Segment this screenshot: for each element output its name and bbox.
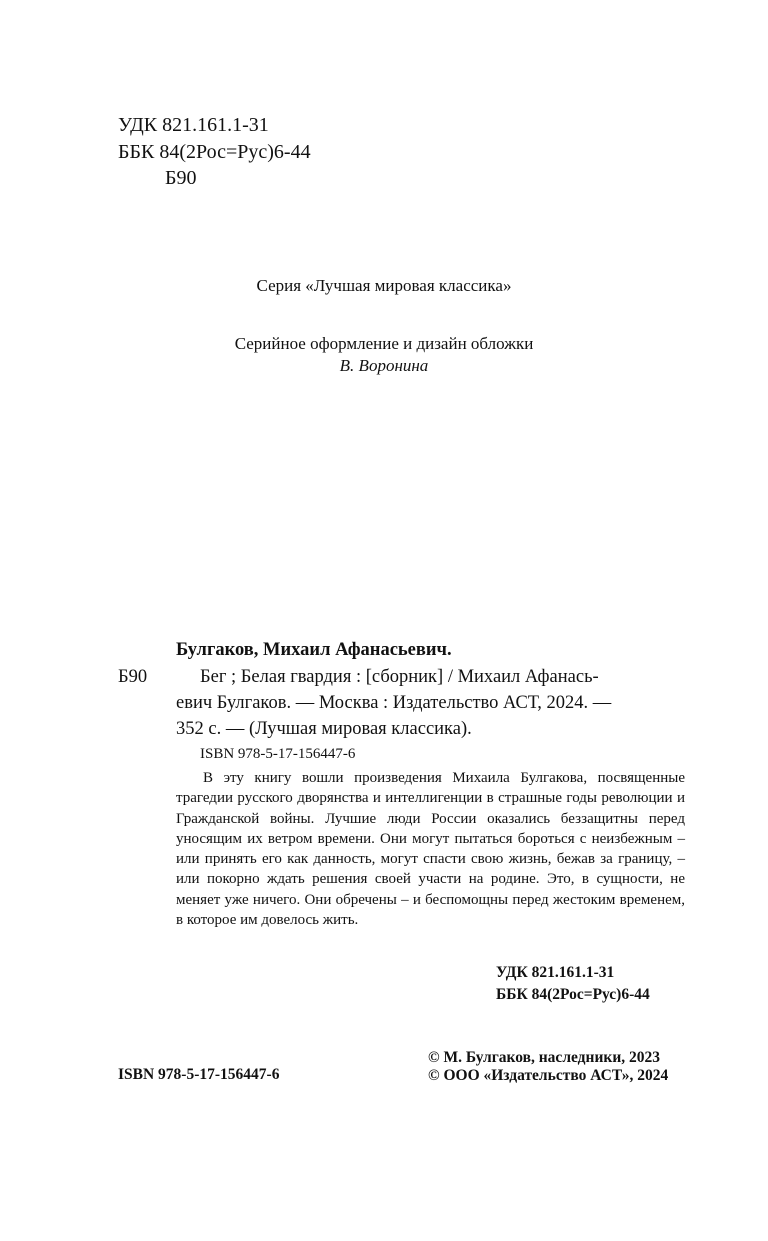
copyright-publisher: © ООО «Издательство АСТ», 2024 (428, 1067, 669, 1084)
entry-title-line2: евич Булгаков. — Москва : Издательство АСТ, 2024. — (176, 693, 612, 713)
bbk-line (118, 140, 311, 164)
bottom-udk: УДК 821.161.1-31 (496, 964, 615, 981)
designer-name: В. Воронина (339, 356, 429, 375)
series-line: Серия «Лучшая мировая классика» (256, 276, 512, 295)
annotation: В эту книгу вошли произведения Михаила Булгакова, посвященные трагедии русского дворянства и интеллигенции в страшные годы революции и Гражданской войны. Лучшие люди России оказались беззащитны перед уносящим их ветром времени. Они могут пытаться бороться с неизбежным – или принять его как данность, могут спасти свою жизнь, бежав за границу, – или покорно ждать решения своей участи на родине. Это, в сущности, не меняет уже ничего. Они обречены – и беспомощны перед жестоким временем, в которое им довелось жить. (176, 770, 685, 929)
author-mark: Б90 (165, 167, 197, 189)
entry-title-line1: Бег ; Белая гвардия : [сборник] / Михаил Афанась- (200, 667, 599, 687)
entry-isbn: ISBN 978-5-17-156447-6 (200, 746, 356, 762)
udk-label: УДК (118, 114, 158, 136)
bottom-bbk: ББК 84(2Рос=Рус)6-44 (496, 986, 650, 1003)
bbk-value: 84(2Рос=Рус)6-44 (159, 141, 311, 163)
bbk-label: ББК (118, 141, 155, 163)
entry-title-line3: 352 с. — (Лучшая мировая классика). (176, 719, 472, 739)
copyright-author: © М. Булгаков, наследники, 2023 (428, 1049, 661, 1066)
footer-isbn: ISBN 978-5-17-156447-6 (118, 1066, 280, 1083)
udk-line (118, 113, 269, 137)
entry-author: Булгаков, Михаил Афанасьевич. (176, 640, 452, 660)
entry-mark: Б90 (118, 667, 148, 687)
design-line: Серийное оформление и дизайн обложки (234, 334, 534, 353)
udk-value: 821.161.1-31 (162, 114, 269, 136)
